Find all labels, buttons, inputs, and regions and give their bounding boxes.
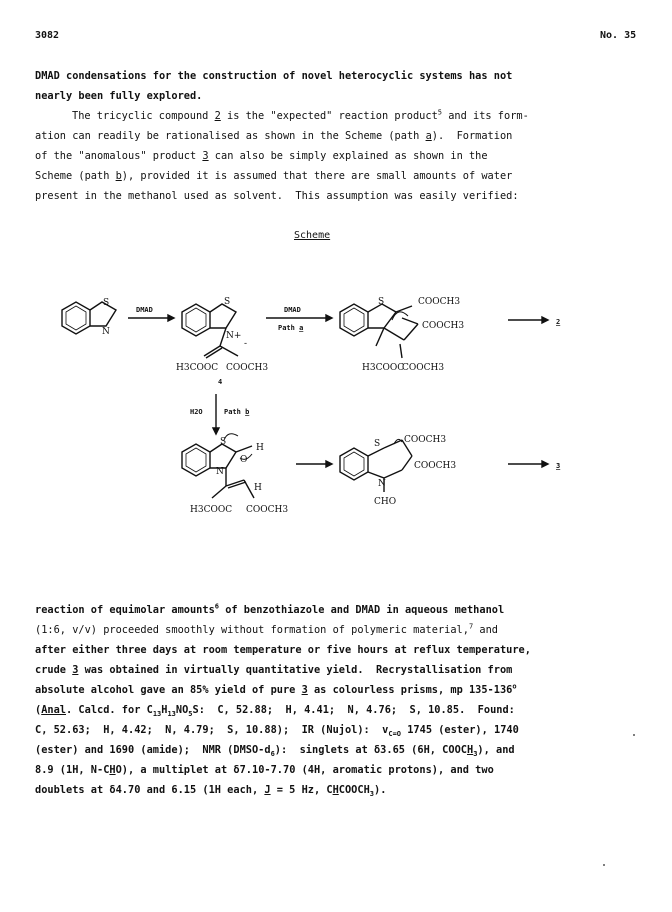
page-number: 3082 (35, 30, 60, 41)
paragraph3-line2: (1:6, v/v) proceeded smoothly without formation of polymeric material,$^7$ and (35, 622, 498, 636)
sulfur-label: S (220, 437, 227, 447)
product-2-label: 2 (556, 318, 561, 326)
path-a-label: Path a (278, 324, 304, 332)
formyl-label: CHO (374, 497, 397, 507)
paragraph2-line4: Scheme (path b), provided it is assumed that there are small amounts of water (35, 170, 513, 182)
issue-number: No. 35 (600, 30, 637, 41)
ester-label: COOCH3 (404, 435, 447, 445)
path-a-intermediate-structure (340, 304, 418, 358)
paragraph3-line9: 8.9 (1H, N-CHO), a multiplet at δ7.10-7.70 (4H, aromatic protons), and two (35, 764, 494, 776)
nitrogen-label: N (378, 479, 386, 489)
ester-left-label: H3COOC (176, 363, 219, 373)
paragraph3-line5: absolute alcohol gave an 85% yield of pure 3 as colourless prisms, mp 135-136$^o$ (35, 682, 517, 696)
paragraph3-line6: (Anal. Calcd. for $C_{13}H_{13}NO_5S$: C, 52.88; H, 4.41; N, 4.76; S, 10.85. Found: (35, 704, 515, 719)
hydrogen-label: H (254, 483, 262, 493)
paragraph2-line2: ation can readily be rationalised as shown in the Scheme (path a). Formation (35, 130, 513, 142)
ester-right-label: COOCH3 (226, 363, 269, 373)
paragraph2-line5: present in the methanol used as solvent. This assumption was easily verified: (35, 190, 519, 202)
hydrogen-label: H (256, 443, 264, 453)
paragraph3-line1: reaction of equimolar amounts$^6$ of benzothiazole and DMAD in aqueous methanol (35, 602, 505, 616)
dmad-label-2: DMAD (284, 306, 301, 314)
nitrogen-label: N (216, 467, 224, 477)
paragraph1-line2: nearly been fully explored. (35, 90, 203, 102)
scheme-title: Scheme (294, 230, 331, 241)
paragraph2-line3: of the "anomalous" product 3 can also be simply explained as shown in the (35, 150, 488, 162)
product-3-label: 3 (556, 462, 561, 470)
paragraph2-line1: The tricyclic compound 2 is the "expected" reaction product$^5$ and its form- (72, 108, 529, 122)
paragraph3-line7: C, 52.63; H, 4.42; N, 4.79; S, 10.88); IR (Nujol): $v_{C=O}$ 1745 (ester), 1740 (35, 724, 519, 739)
oxygen-label: O (240, 455, 248, 465)
path-b-label: Path b (224, 408, 250, 416)
water-label: H2O (190, 408, 203, 416)
dmad-label: DMAD (136, 306, 153, 314)
ester-left-label: H3COOC (190, 505, 233, 515)
paragraph1-line1: DMAD condensations for the construction of novel heterocyclic systems has not (35, 70, 513, 82)
paragraph3-line10: doublets at δ4.70 and 6.15 (1H each, J = 5 Hz, $CHCOOCH_3$). (35, 784, 387, 799)
ester-label: COOCH3 (418, 297, 461, 307)
ester-label: COOCH3 (414, 461, 457, 471)
compound-4-label: 4 (218, 378, 223, 386)
nitrogen-plus-label: N+ (226, 331, 242, 341)
reaction-scheme (40, 280, 600, 540)
sulfur-label: S (374, 439, 381, 449)
ester-right-label: COOCH3 (246, 505, 289, 515)
sulfur-label: S (378, 297, 385, 307)
paragraph3-line8: (ester) and 1690 (amide); NMR $(DMSO-d_6)$: singlets at δ3.65 (6H, $COOCH_3$), and (35, 744, 515, 759)
paragraph3-line4: crude 3 was obtained in virtually quantitative yield. Recrystallisation from (35, 664, 513, 676)
ester-label: COOCH3 (422, 321, 465, 331)
ester-left-label: H3COOC (362, 363, 405, 373)
scan-speck (603, 864, 605, 866)
nitrogen-label: N (102, 327, 110, 337)
sulfur-label: S (224, 297, 231, 307)
scan-speck (633, 734, 635, 736)
sulfur-label: S (103, 298, 110, 308)
carbanion-charge: - (244, 339, 248, 349)
path-b-intermediate-structure (182, 434, 254, 498)
paragraph3-line3: after either three days at room temperature or five hours at reflux temperature, (35, 644, 531, 656)
ester-right-label: COOCH3 (402, 363, 445, 373)
